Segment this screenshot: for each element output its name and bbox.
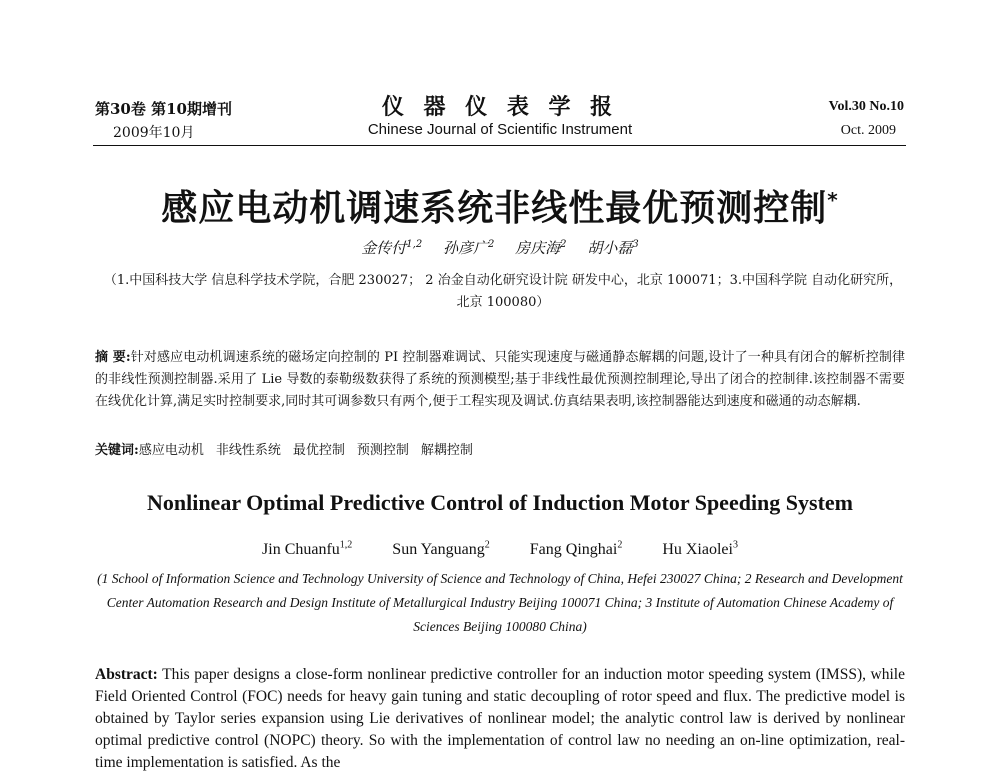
- issue-date-en: Oct. 2009: [840, 123, 896, 138]
- funding-footnote-mark: *: [827, 188, 839, 212]
- keyword: 解耦控制: [420, 443, 473, 458]
- author-cn: [515, 239, 566, 257]
- author-name: Fang Qinghai: [529, 541, 618, 559]
- abstract-en: [95, 664, 905, 774]
- paper-title-cn-text: 感应电动机调速系统非线性最优预测控制: [161, 188, 828, 229]
- volume-en: Vol.30 No.10: [828, 99, 904, 114]
- author-affil-mark: 1,2: [339, 540, 353, 551]
- keyword: 非线性系统: [215, 443, 281, 458]
- author-list-en: [0, 540, 1000, 559]
- author-name: 胡小磊: [587, 239, 633, 257]
- author-name: 孙彦广: [442, 239, 488, 257]
- keywords-cn: [95, 439, 905, 458]
- affiliations-cn: （1.中国科技大学 信息科学技术学院，合肥 230027； 2 冶金自动化研究设计院 研发中心，北京 100071；3.中国科学院 自动化研究所，北京 100080）: [103, 273, 903, 310]
- keyword: 最优控制: [292, 443, 345, 458]
- author-affil-mark: 3: [732, 540, 738, 551]
- author-en: [530, 541, 623, 558]
- issue-number-cn: 第30卷 第10期增刊: [95, 100, 232, 118]
- issue-date-cn: 2009年10月: [113, 125, 195, 141]
- affiliations-en: (1 School of Information Science and Technology University of Science and Technology of China, Hefei 230027 China; 2 Research and Development Center Automation Research and Design Institute of Metallurgical Industry Beijing 100071 China; 3 Institute of Automation Chinese Academy of Sciences Beijing 100080 China): [97, 571, 903, 634]
- keyword: 感应电动机: [138, 443, 204, 458]
- author-cn: [361, 239, 422, 257]
- author-name: Jin Chuanfu: [262, 541, 340, 559]
- abstract-body-cn: 针对感应电动机调速系统的磁场定向控制的 PI 控制器难调试、只能实现速度与磁通静态解耦的问题,设计了一种具有闭合的解析控制律的非线性预测控制器.采用了 Lie 导数的泰勒级数获得了系统的预测模型;基于非线性最优预测控制理论,导出了闭合的控制律.该控制器不需要在线优化计算,满足实时控制要求,同时其可调参数只有两个,便于工程实现及调试.仿真结果表明,该控制器能达到速度和磁通的动态解耦.: [95, 350, 906, 409]
- author-name: Sun Yanguang: [392, 541, 485, 559]
- abstract-body-en: This paper designs a close-form nonlinear predictive controller for an induction motor speeding system (IMSS), while Field Oriented Control (FOC) needs for heavy gain tuning and static decoupling of rotor speed and flux. The predictive model is obtained by Taylor series expansion using Lie derivatives of nonlinear model; the analytic control law is derived by nonlinear optimal predictive control (NOPC) theory. So with the implementation of control law no needing an on-line optimization, real-time implementation is satisfied. As the: [95, 666, 905, 771]
- author-affil-mark: 2: [617, 540, 623, 551]
- keyword: 预测控制: [356, 443, 409, 458]
- author-name: 金传付: [361, 239, 407, 257]
- author-en: [392, 541, 489, 558]
- author-en: [262, 541, 352, 558]
- keywords-label-cn: 关键词:: [95, 443, 139, 458]
- paper-title-en: Nonlinear Optimal Predictive Control of Induction Motor Speeding System: [146, 490, 854, 515]
- author-name: 房庆海: [515, 239, 561, 257]
- abstract-label-en: Abstract:: [95, 666, 158, 683]
- author-cn: [587, 239, 638, 257]
- paper-title-cn: [0, 180, 1000, 231]
- author-affil-mark: 2: [488, 239, 495, 250]
- journal-name-cn: 仪 器 仪 表 学 报: [381, 94, 619, 120]
- author-affil-mark: 2: [484, 540, 490, 551]
- author-cn: [443, 239, 494, 257]
- abstract-label-cn: 摘 要:: [95, 350, 131, 365]
- abstract-cn: [95, 347, 905, 413]
- author-affil-mark: 1,2: [406, 239, 423, 250]
- author-affil-mark: 2: [560, 239, 567, 250]
- author-affil-mark: 3: [632, 239, 639, 250]
- header-rule: [93, 145, 906, 146]
- author-en: [662, 541, 738, 558]
- journal-name-en: Chinese Journal of Scientific Instrument: [367, 121, 633, 138]
- author-name: Hu Xiaolei: [662, 541, 733, 559]
- author-list-cn: [0, 237, 1000, 258]
